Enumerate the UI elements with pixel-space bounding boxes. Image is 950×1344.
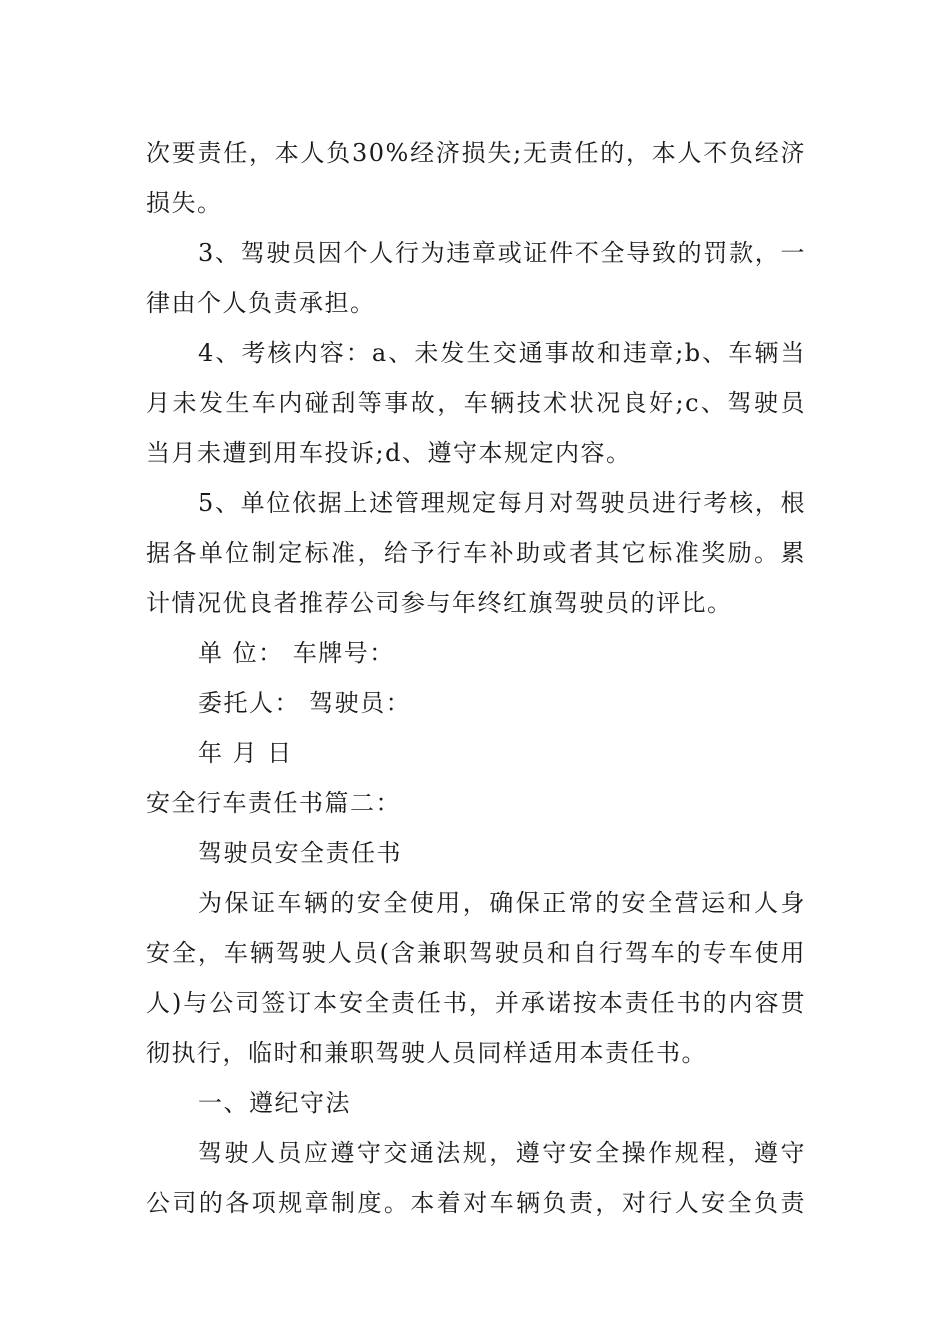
signature-client-driver-line: 委托人： 驾驶员： [198,689,412,717]
paragraph-line: 次要责任，本人负30%经济损失;无责任的，本人不负经济 [146,139,806,167]
document-page [146,128,806,1228]
paragraph-line: 驾驶人员应遵守交通法规，遵守安全操作规程，遵守 [198,1139,806,1167]
section-heading: 安全行车责任书篇二： [146,789,401,817]
paragraph-line: 彻执行，临时和兼职驾驶人员同样适用本责任书。 [146,1039,707,1067]
paragraph-line: 损失。 [146,189,223,217]
document-title: 驾驶员安全责任书 [198,839,402,867]
paragraph-line: 当月未遭到用车投诉;d、遵守本规定内容。 [146,439,632,467]
signature-date-line: 年 月 日 [198,739,293,767]
subsection-heading: 一、遵纪守法 [198,1089,351,1117]
paragraph-line: 4、考核内容：a、未发生交通事故和违章;b、车辆当 [198,339,806,367]
paragraph-line: 据各单位制定标准，给予行车补助或者其它标准奖励。累 [146,539,806,567]
paragraph-line: 公司的各项规章制度。本着对车辆负责，对行人安全负责 [146,1189,806,1217]
paragraph-line: 为保证车辆的安全使用，确保正常的安全营运和人身 [198,889,806,917]
paragraph-line: 计情况优良者推荐公司参与年终红旗驾驶员的评比。 [146,589,733,617]
paragraph-line: 人)与公司签订本安全责任书，并承诺按本责任书的内容贯 [146,989,806,1017]
paragraph-line: 3、驾驶员因个人行为违章或证件不全导致的罚款，一 [198,239,806,267]
signature-unit-plate-line: 单 位： 车牌号： [198,639,395,667]
paragraph-line: 月未发生车内碰刮等事故，车辆技术状况良好;c、驾驶员 [146,389,806,417]
paragraph-line: 安全，车辆驾驶人员(含兼职驾驶员和自行驾车的专车使用 [146,939,806,967]
paragraph-line: 5、单位依据上述管理规定每月对驾驶员进行考核，根 [198,489,806,517]
paragraph-line: 律由个人负责承担。 [146,289,376,317]
